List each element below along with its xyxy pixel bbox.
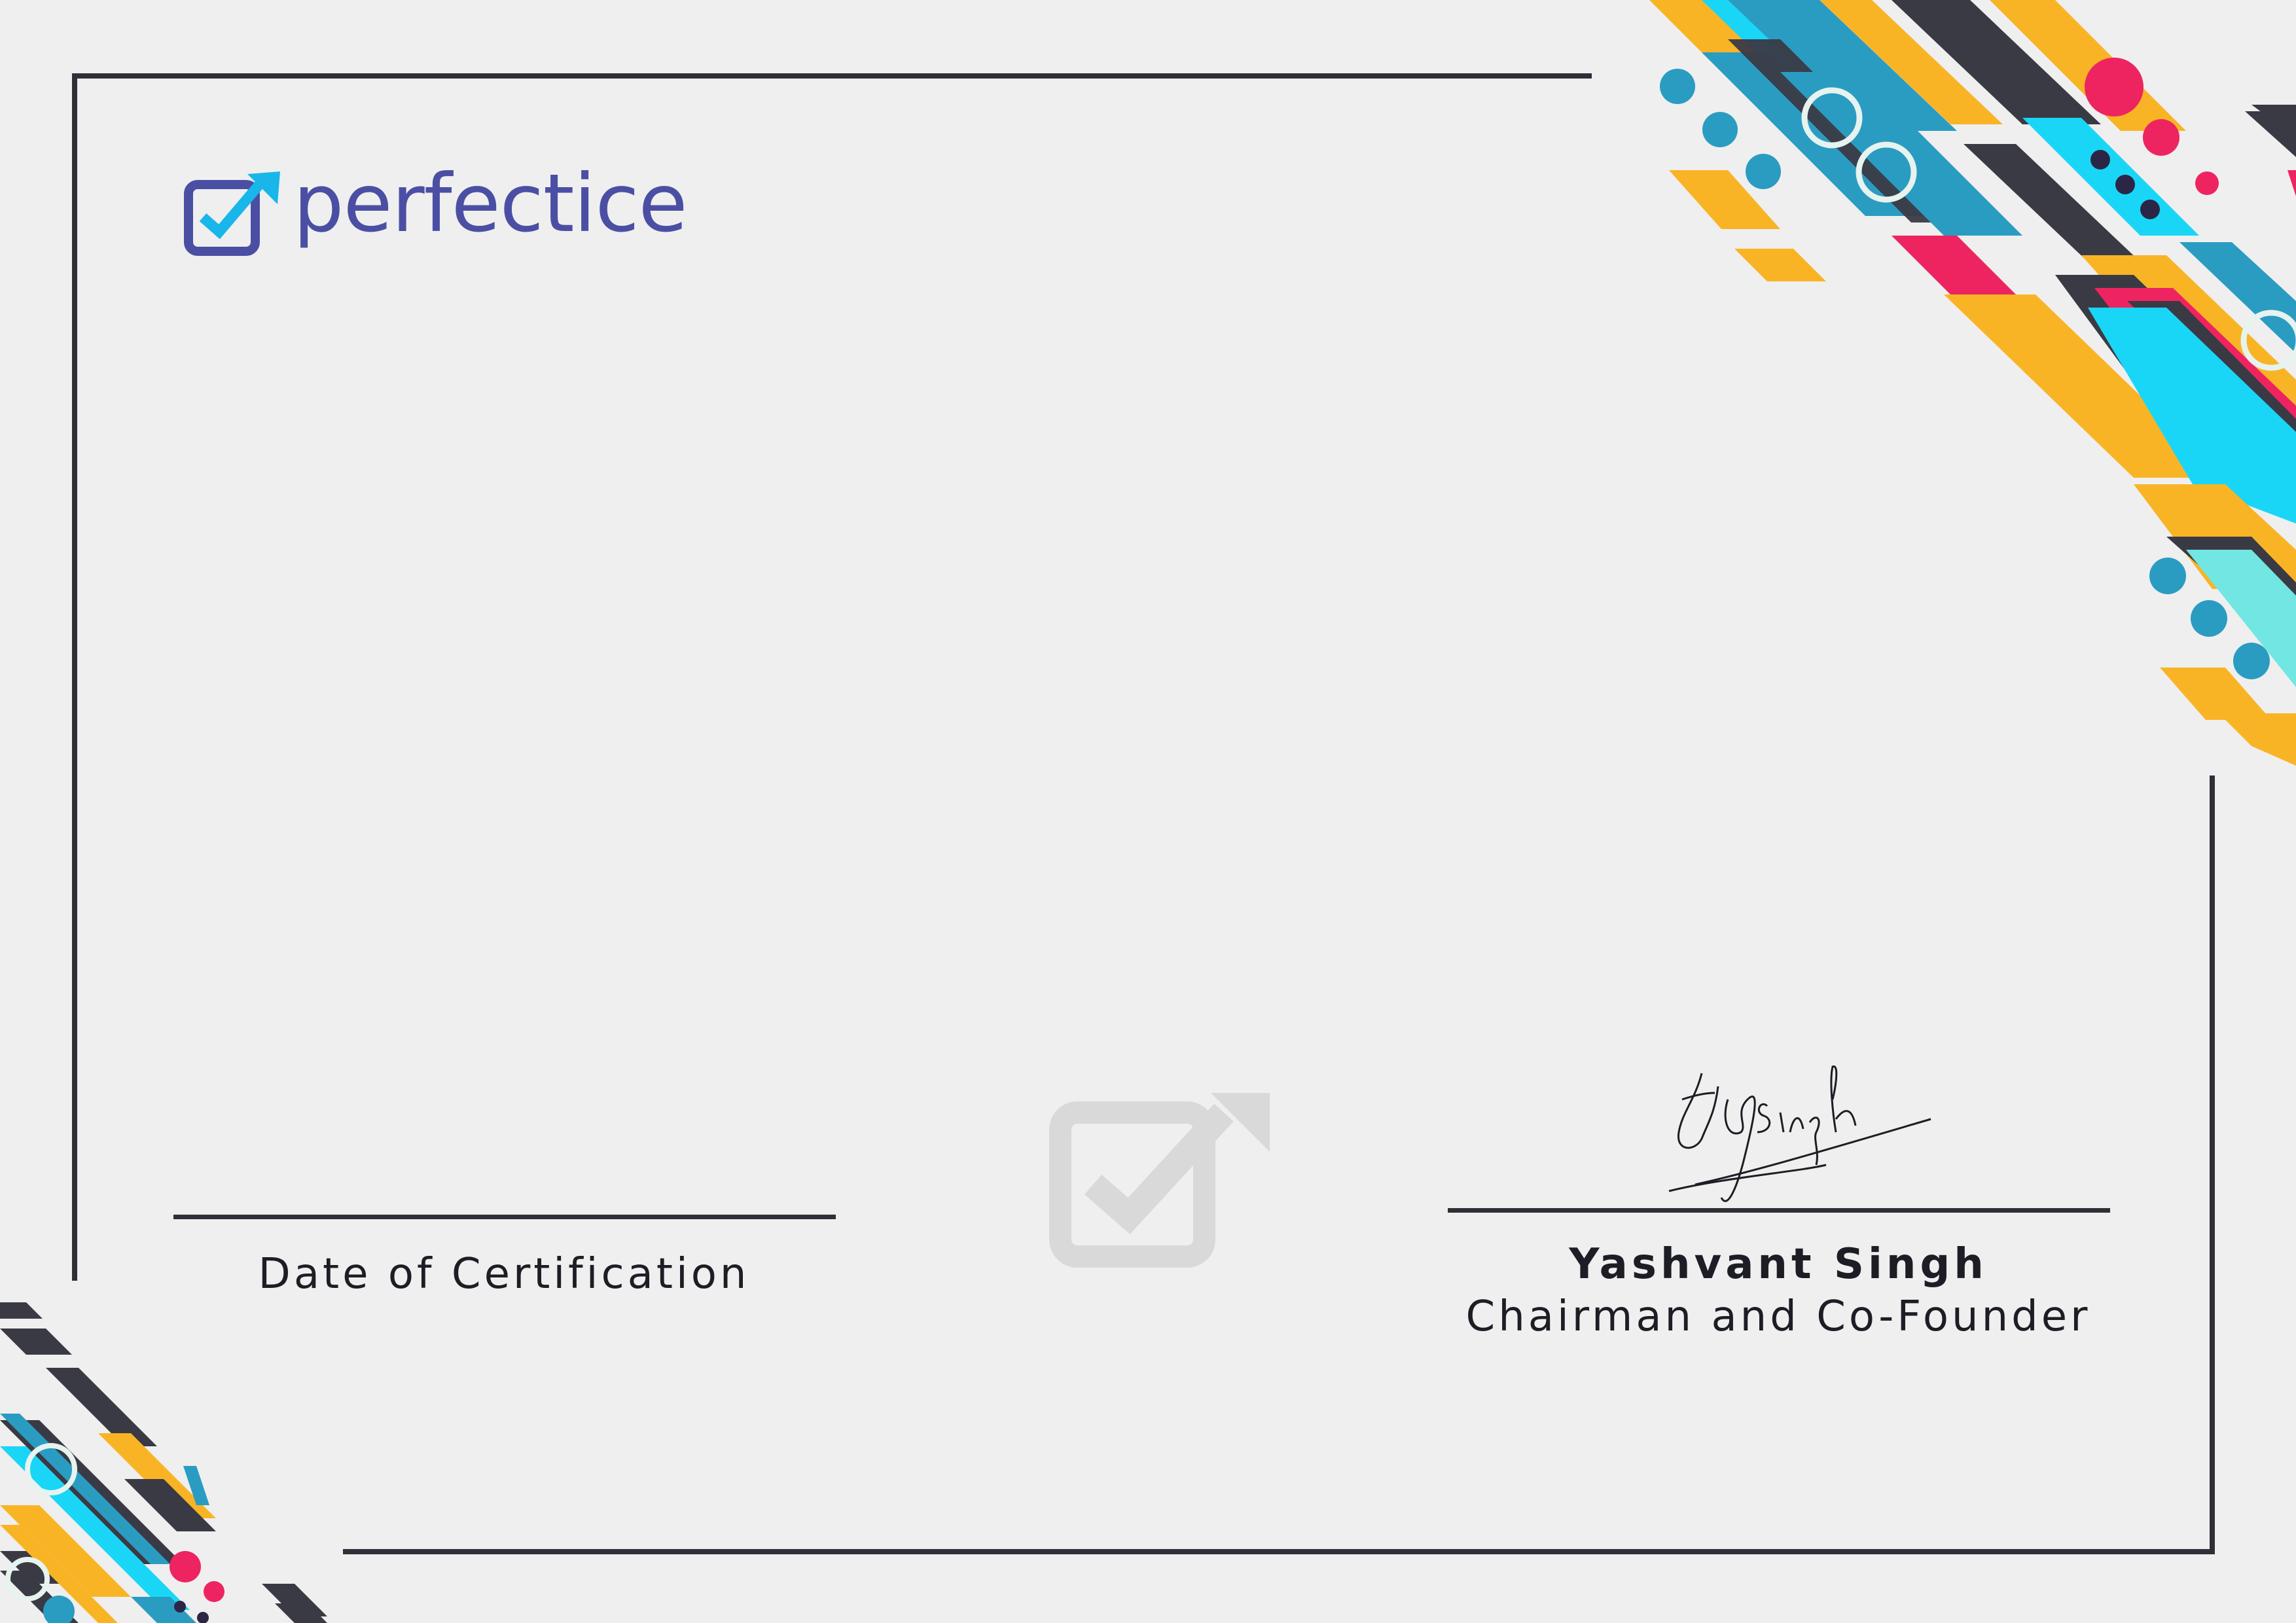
date-of-certification-label: Date of Certification [258, 1250, 750, 1298]
signature-underline [1448, 1208, 2110, 1213]
signature-image [1656, 1060, 1957, 1230]
checkbox-arrow-icon [183, 170, 288, 262]
brand-name: perfectice [293, 157, 687, 250]
signer-name: Yashvant Singh [1569, 1240, 1988, 1289]
watermark-checkbox-icon [1047, 1086, 1283, 1296]
frame-top-line [72, 73, 1592, 79]
frame-bottom-line [343, 1549, 2215, 1554]
date-underline [173, 1215, 836, 1219]
frame-right-line [2210, 776, 2215, 1554]
frame-left-line [72, 73, 77, 1281]
signer-title: Chairman and Co-Founder [1465, 1293, 2091, 1341]
